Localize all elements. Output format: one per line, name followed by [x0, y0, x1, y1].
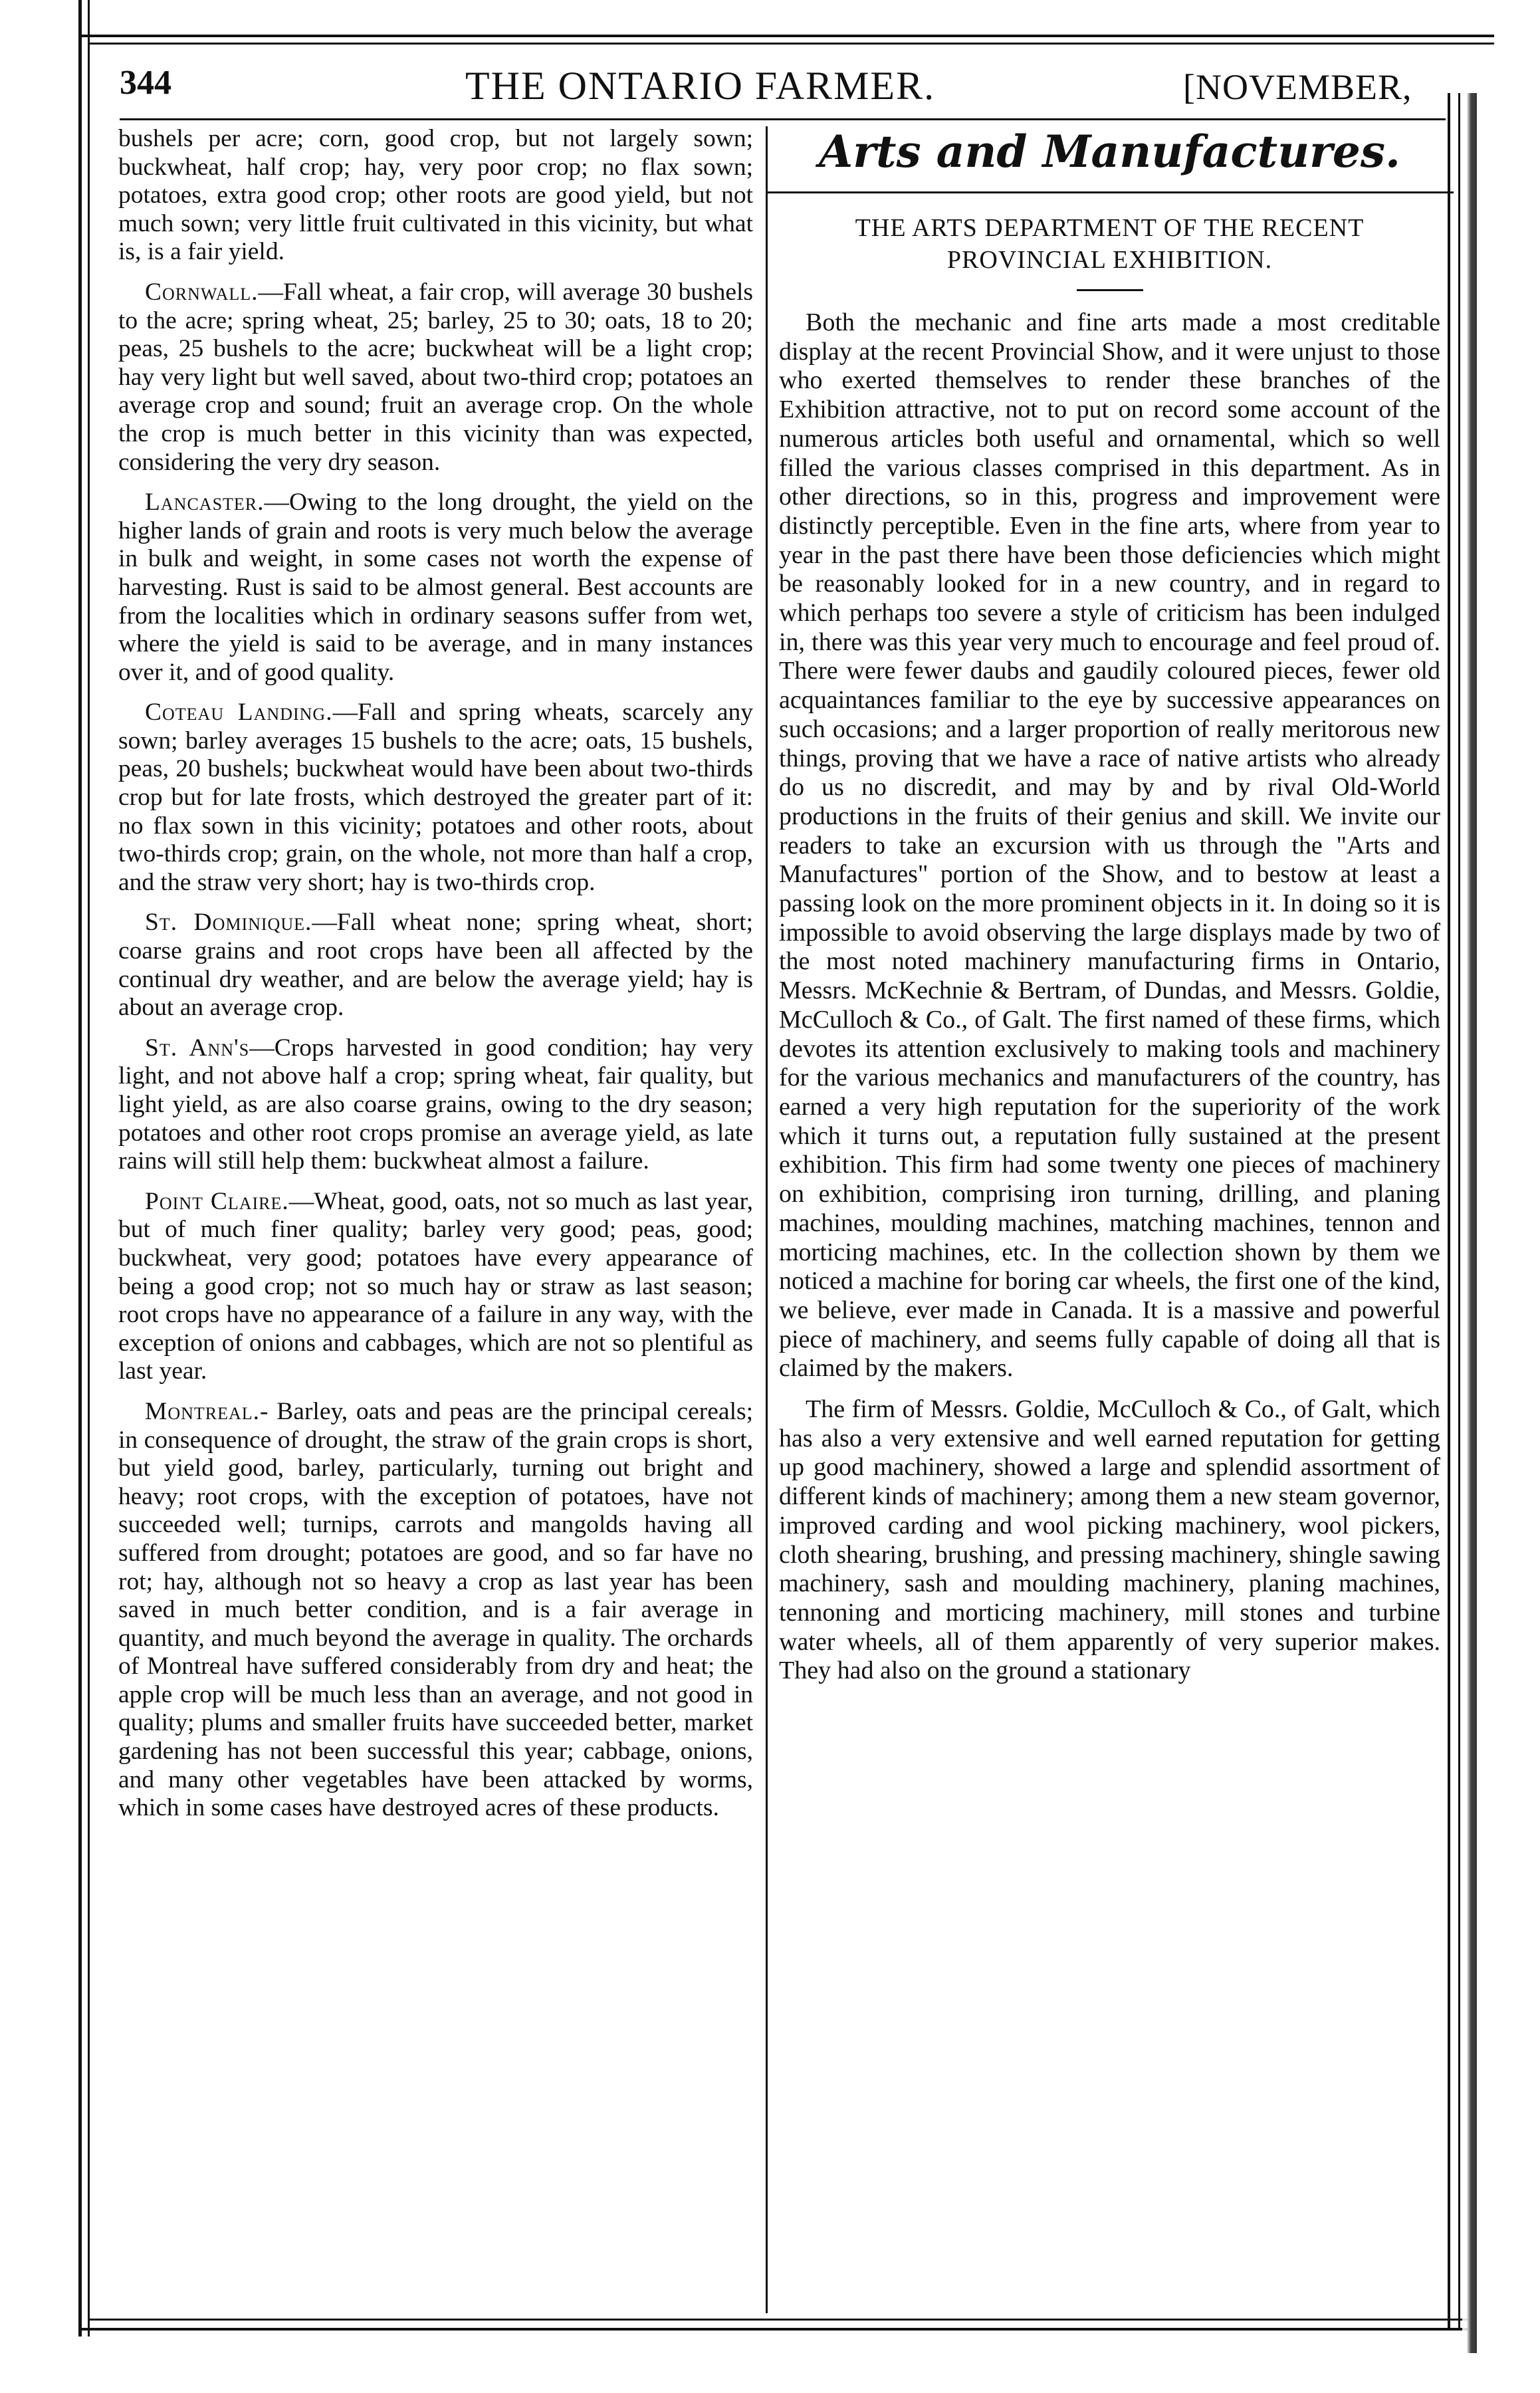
- place-name: Coteau Landing.: [145, 699, 333, 727]
- inner-border-top: [88, 43, 1494, 45]
- article-title-line1: THE ARTS DEPARTMENT OF THE RECENT: [855, 214, 1365, 242]
- report-text: —Fall wheat none; spring wheat, short; coarse grains and root crops have been all affected by the continual dry weather, and are below the average yield; hay is about an average crop.: [118, 909, 753, 1022]
- header-rule: [120, 118, 1446, 120]
- article-title-line2: PROVINCIAL EXHIBITION.: [946, 246, 1273, 274]
- article-paragraph: The firm of Messrs. Goldie, McCulloch & Co., of Galt, which has also a very extensive and well earned reputation for getting up good machinery, showed a large and splendid assortment of different kinds of machinery; among them a new steam governor, improved carding and wool picking machinery, wool pickers, cloth shearing, brushing, and pressing machinery, shingle sawing machinery, sash and moulding machinery, planing machines, tennoning and morticing machinery, mill stones and turbine water wheels, all of them apparently of very superior makes. They had also on the ground a stationary: [779, 1395, 1440, 1685]
- report-text: —Wheat, good, oats, not so much as last year, but of much finer quality; barley very good; peas, good; buckwheat, very good; potatoes have every appearance of being a good crop; not so much hay or straw as last season; root crops have no appearance of a failure in any way, with the exception of onions and cabbages, which are not so plentiful as last year.: [118, 1187, 753, 1385]
- inner-border-bottom: [88, 2319, 1468, 2321]
- report-st-anns: [118, 1034, 753, 1176]
- section-rule: [766, 191, 1454, 193]
- title-rule: [1077, 289, 1143, 291]
- place-name: Lancaster.: [145, 489, 265, 516]
- outer-border-left: [78, 0, 82, 2336]
- report-point-claire: [118, 1188, 753, 1386]
- report-text: —Fall and spring wheats, scarcely any sown; barley averages 15 bushels to the acre; oats, 15 bushels, peas, 20 bushels; buckwheat would have been about two-thirds crop but for late frosts, which destroyed the greater part of it: no flax sown in this vicinity; potatoes and other roots, about two-thirds crop; grain, on the whole, not more than half a crop, and the straw very short; hay is two-thirds crop.: [118, 699, 753, 896]
- report-montreal: [118, 1398, 753, 1823]
- place-name: Cornwall.: [145, 278, 259, 306]
- report-text: —Owing to the long drought, the yield on the higher lands of grain and roots is very much below the average in bulk and weight, in some cases not worth the expense of harvesting. Rust is said to be almost general. Best accounts are from the localities which in ordinary seasons suffer from wet, where the yield is said to be average, and in many instances over it, and of good quality.: [118, 489, 753, 686]
- inner-border-right: [1458, 93, 1460, 2330]
- report-text: - Barley, oats and peas are the principal cereals; in consequence of drought, the straw of the grain crops is short, but yield good, barley, particularly, turning out bright and heavy; root crops, with the exception of potatoes, have not succeeded well; turnips, carrots and mangolds having all suffered from drought; potatoes are good, and so far have no rot; hay, although not so heavy a crop as last year has been saved in much better condition, and is a fair average in quantity, and much beyond the average in quality. The orchards of Montreal have suffered considerably from dry and heat; the apple crop will be much less than an average, and not good in quality; plums and smaller fruits have succeeded better, market gardening has not been successful this year; cabbage, onions, and many other vegetables have been attacked by worms, which in some cases have destroyed acres of these products.: [118, 1397, 753, 1822]
- place-name: Point Claire.: [145, 1187, 289, 1215]
- place-name: Montreal.: [145, 1397, 261, 1425]
- place-name: St. Ann's: [145, 1034, 250, 1062]
- left-column: [118, 125, 753, 1823]
- running-title: THE ONTARIO FARMER.: [465, 64, 936, 108]
- outer-border-right: [1448, 93, 1450, 2330]
- article-paragraph: Both the mechanic and fine arts made a most creditable display at the recent Provincial Show, and it were unjust to those who exerted themselves to render these branches of the Exhibition attractive, not to put on record some account of the numerous articles both useful and ornamental, which so well filled the various classes comprised in this department. As in other directions, so in this, progress and improvement were distinctly perceptible. Even in the fine arts, where from year to year in the past there have been those deficiencies which might be reasonably looked for in a new country, and in regard to which perhaps too severe a style of criticism has been indulged in, there was this year very much to encourage and feel proud of. There were fewer daubs and gaudily coloured pieces, fewer old acquaintances familiar to the eye by successive appearances on such occasions; and a larger proportion of really meritorous new things, proving that we have a race of native artists who already do us no discredit, and may by and by rival Old-World productions in the fruits of their genius and skill. We invite our readers to take an excursion with us through the "Arts and Manufactures" portion of the Show, and to bestow at least a passing look on the more prominent objects in it. In doing so it is impossible to avoid observing the large displays made by two of the most noted machinery manufacturing firms in Ontario, Messrs. McKechnie & Bertram, of Dundas, and Messrs. Goldie, McCulloch & Co., of Galt. The first named of these firms, which devotes its attention exclusively to making tools and machinery for the various mechanics and manufacturers of the country, has earned a very high reputation for the superiority of the work which it turns out, a reputation fully sustained at the present exhibition. This firm had some twenty one pieces of machinery on exhibition, comprising iron turning, drilling, and planing machines, moulding machines, matching machines, tennon and morticing machines, etc. In the collection shown by them we noticed a machine for boring car wheels, the first one of the kind, we believe, ever made in Canada. It is a massive and powerful piece of machinery, and seems fully capable of doing all that is claimed by the makers.: [779, 308, 1440, 1383]
- right-column: [779, 125, 1440, 1686]
- report-text: —Crops harvested in good condition; hay very light, and not above half a crop; spring wheat, fair quality, but light yield, as are also coarse grains, owing to the dry season; potatoes and other root crops promise an average yield, as late rains will still help them: buckwheat almost a failure.: [118, 1034, 753, 1175]
- outer-border-top: [78, 35, 1494, 37]
- page-number: 344: [120, 64, 171, 102]
- paragraph-continued: bushels per acre; corn, good crop, but not largely sown; buckwheat, half crop; hay, very poor crop; no flax sown; potatoes, extra good crop; other roots are good yield, but not much sown; very little fruit cultivated in this vicinity, but what is, is a fair yield.: [118, 125, 753, 266]
- scan-edge-shadow: [1462, 93, 1477, 2353]
- report-coteau-landing: [118, 699, 753, 897]
- outer-border-bottom: [78, 2328, 1468, 2331]
- running-date: [NOVEMBER,: [1183, 67, 1412, 107]
- section-heading: Arts and Manufactures.: [819, 126, 1400, 177]
- place-name: St. Dominique.: [145, 909, 312, 937]
- report-lancaster: [118, 489, 753, 687]
- report-st-dominique: [118, 909, 753, 1022]
- report-cornwall: [118, 279, 753, 477]
- inner-border-left: [88, 0, 90, 2336]
- column-divider: [766, 126, 768, 2313]
- article-title: [779, 212, 1440, 276]
- report-text: —Fall wheat, a fair crop, will average 30 bushels to the acre; spring wheat, 25; barley, 25 to 30; oats, 18 to 20; peas, 25 bushels to the acre; buckwheat will be a light crop; hay very light but well saved, about two-third crop; potatoes an average crop and sound; fruit an average crop. On the whole the crop is much better in this vicinity than was expected, considering the very dry season.: [118, 278, 753, 476]
